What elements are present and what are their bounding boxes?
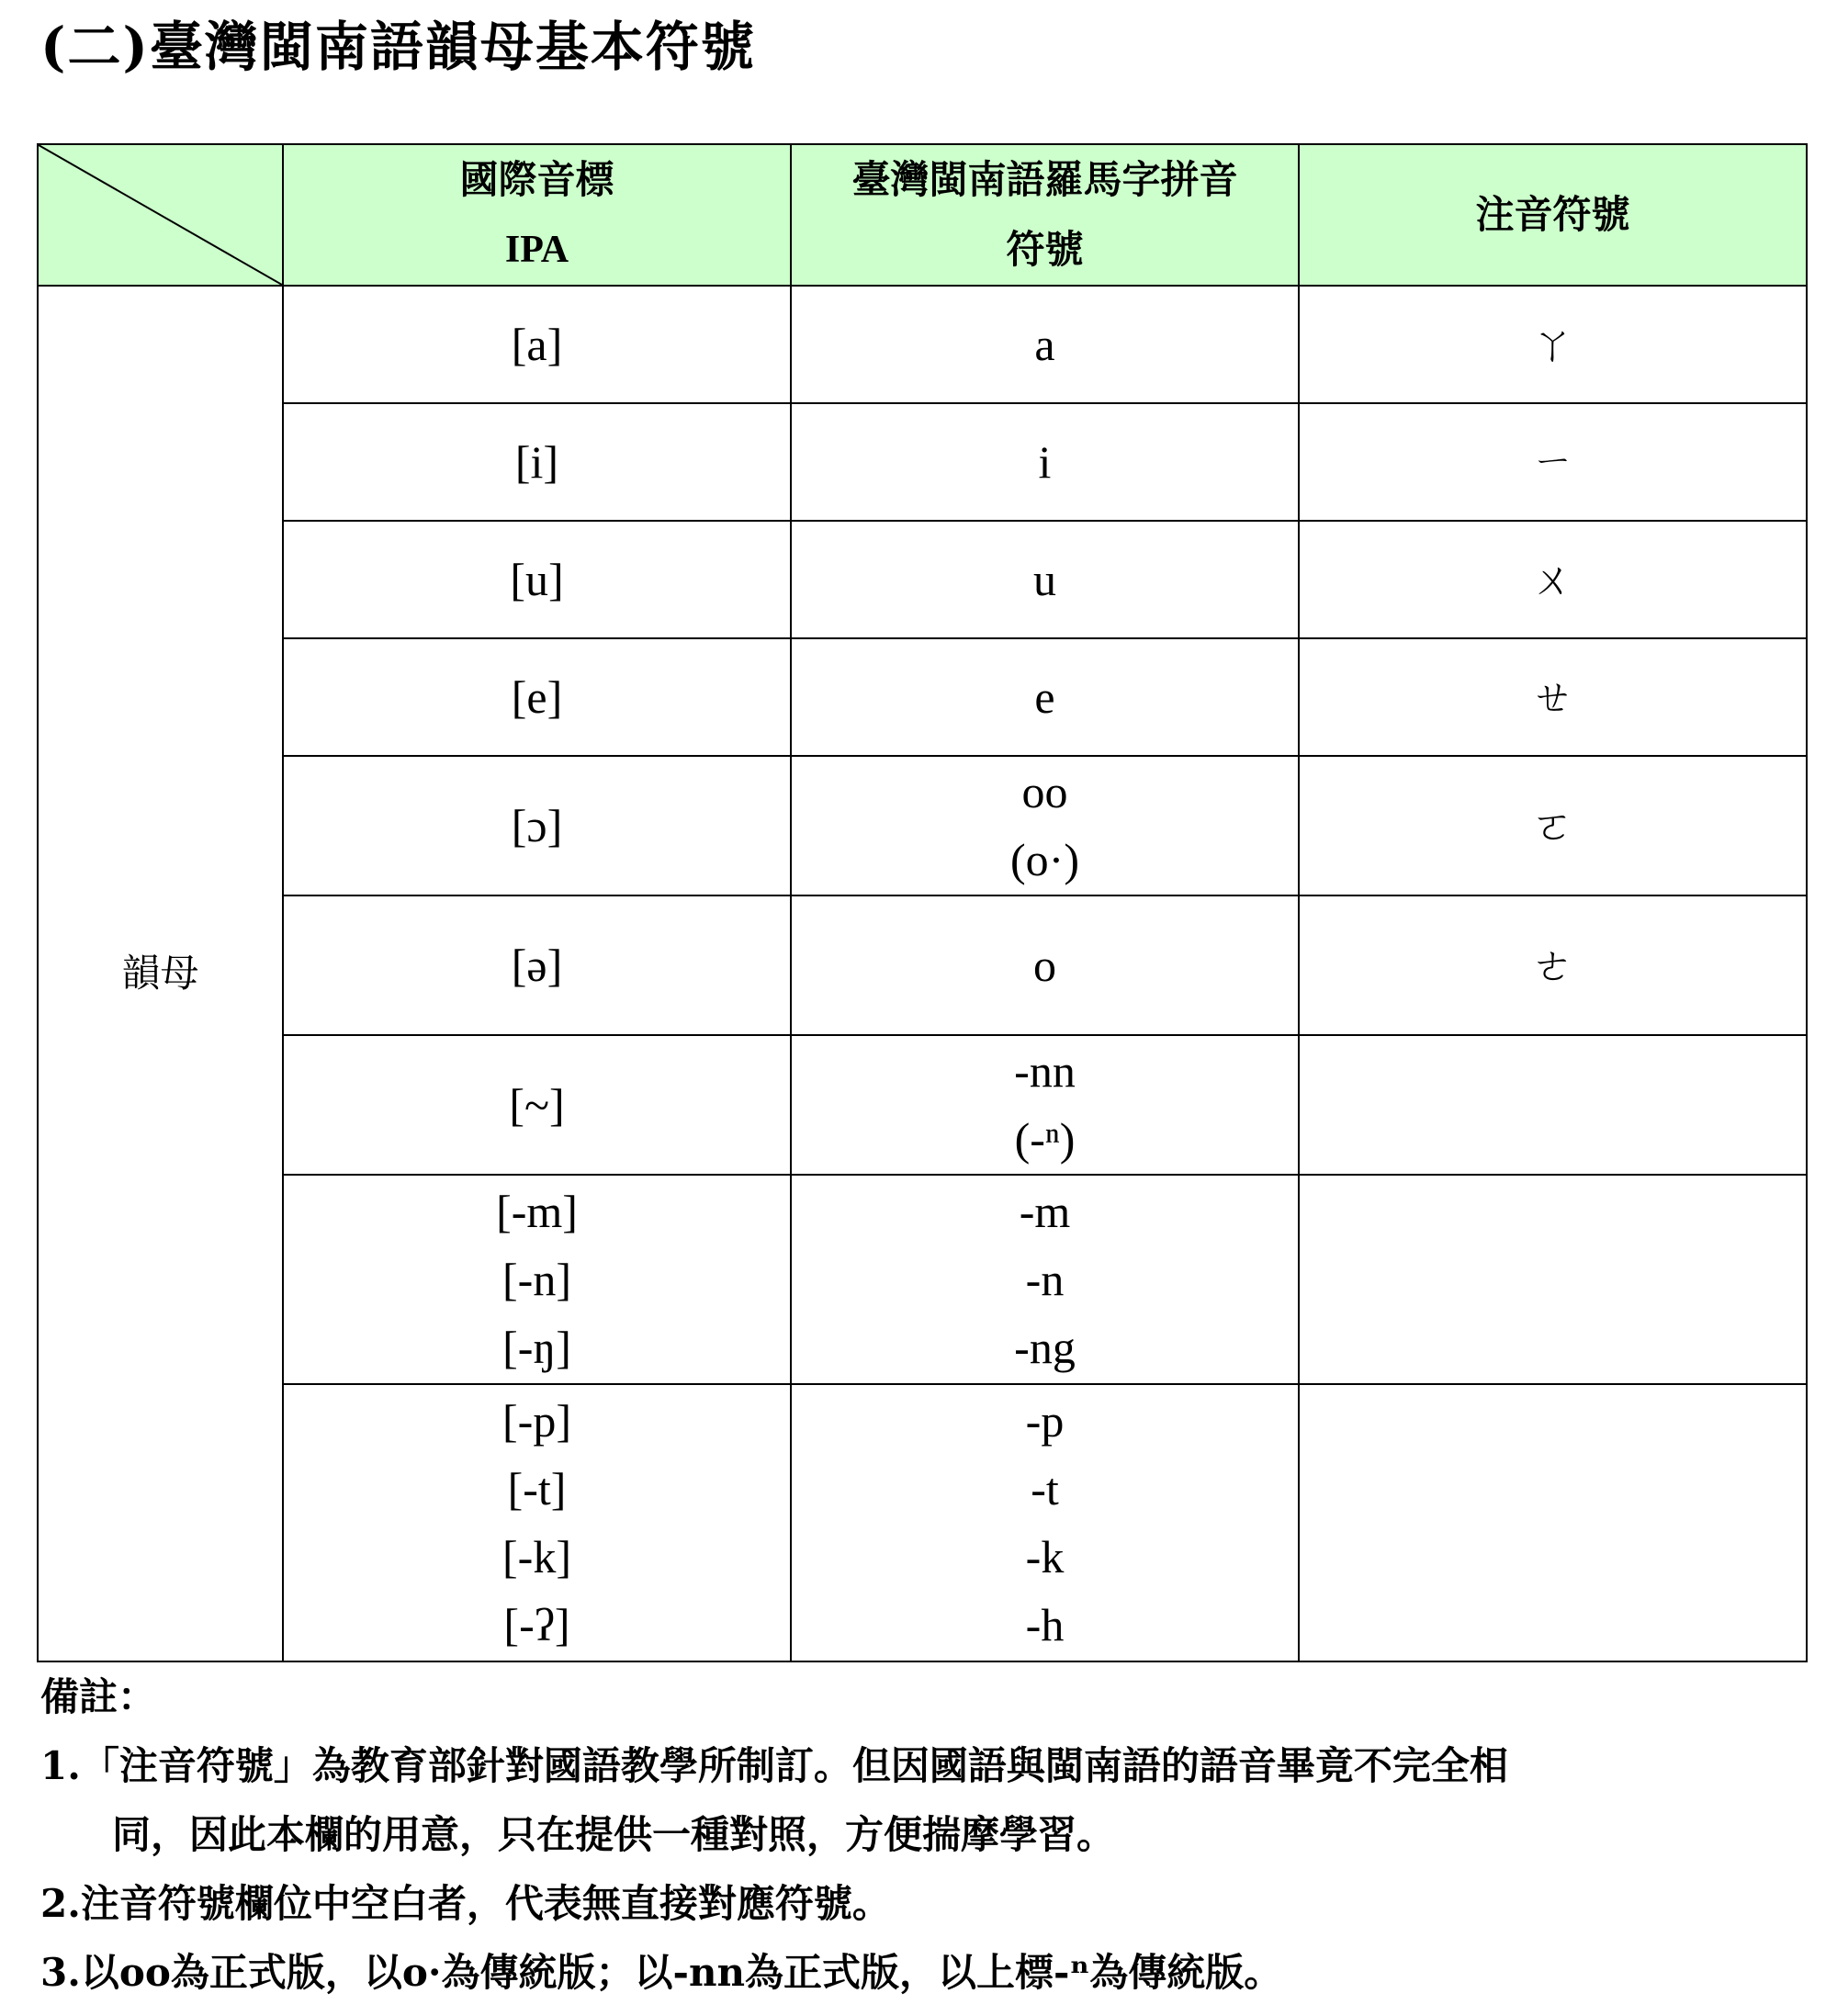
note-3: 3.以oo為正式版，以o·為傳統版；以-nn為正式版，以上標-ⁿ為傳統版。 [40,1950,1283,1995]
roman-line: -p [1025,1395,1065,1447]
roman-cell: u [791,521,1299,638]
group-label-finals: 韻母 [38,286,283,1661]
table-row [38,1035,1807,1175]
ipa-cell: [~] [283,1035,791,1175]
ipa-cell: [ɔ] [283,756,791,895]
header-row [38,144,1807,286]
corner-cell [38,144,283,286]
header-ipa-line1: 國際音標 [459,157,614,202]
header-zhuyin: 注音符號 [1299,144,1807,286]
roman-cell [791,1035,1299,1175]
roman-line: (-ⁿ) [1014,1113,1076,1165]
ipa-cell [283,1384,791,1661]
page-title: (二)臺灣閩南語韻母基本符號 [40,16,756,78]
note-2: 2.注音符號欄位中空白者，代表無直接對應符號。 [40,1881,891,1926]
diagonal-divider [39,145,282,285]
roman-cell [791,1384,1299,1661]
ipa-line: [-n] [502,1254,571,1305]
table-row [38,286,1807,403]
roman-line: -k [1025,1531,1065,1582]
ipa-cell: [u] [283,521,791,638]
roman-line: -n [1025,1254,1065,1305]
table-row [38,1384,1807,1661]
zhuyin-cell [1299,1384,1807,1661]
notes-section [40,1662,1804,2007]
roman-cell: i [791,403,1299,521]
table-row [38,403,1807,521]
table-row [38,756,1807,895]
roman-line: -m [1019,1186,1071,1237]
header-romanization-line2: 符號 [1006,227,1084,272]
header-ipa-line2: IPA [504,229,569,271]
ipa-cell: [a] [283,286,791,403]
finals-table [37,143,1808,1662]
roman-line: -t [1031,1463,1059,1515]
roman-line: -h [1025,1599,1065,1650]
roman-cell [791,1175,1299,1384]
ipa-line: [-ŋ] [502,1322,571,1373]
roman-line: (o·) [1010,834,1079,885]
notes-heading: 備註： [40,1674,157,1719]
ipa-line: [-p] [502,1395,571,1447]
table-row [38,895,1807,1035]
ipa-cell: [ə] [283,895,791,1035]
roman-line: -ng [1014,1322,1076,1373]
ipa-line: [-k] [502,1531,571,1582]
roman-cell: a [791,286,1299,403]
zhuyin-cell: ㄛ [1299,756,1807,895]
table-row [38,1175,1807,1384]
zhuyin-cell [1299,1035,1807,1175]
header-romanization-line1: 臺灣閩南語羅馬字拼音 [851,157,1238,202]
zhuyin-cell: ㄧ [1299,403,1807,521]
header-ipa [283,144,791,286]
roman-cell: e [791,638,1299,756]
zhuyin-cell [1299,1175,1807,1384]
ipa-line: [-m] [496,1186,578,1237]
ipa-line: [-ʔ] [503,1599,570,1650]
roman-cell: o [791,895,1299,1035]
ipa-cell: [e] [283,638,791,756]
note-1-line-1: 1.「注音符號」為教育部針對國語教學所制訂。但因國語與閩南語的語音畢竟不完全相 [40,1743,1508,1788]
note-1-line-2: 同，因此本欄的用意，只在提供一種對照，方便揣摩學習。 [112,1812,1116,1857]
roman-line: -nn [1014,1045,1076,1097]
zhuyin-cell: ㄜ [1299,895,1807,1035]
ipa-cell: [i] [283,403,791,521]
roman-line: oo [1021,766,1068,817]
ipa-cell [283,1175,791,1384]
table-row [38,521,1807,638]
zhuyin-cell: ㄝ [1299,638,1807,756]
zhuyin-cell: ㄚ [1299,286,1807,403]
zhuyin-cell: ㄨ [1299,521,1807,638]
header-romanization [791,144,1299,286]
ipa-line: [-t] [507,1463,567,1515]
table-row [38,638,1807,756]
roman-cell [791,756,1299,895]
